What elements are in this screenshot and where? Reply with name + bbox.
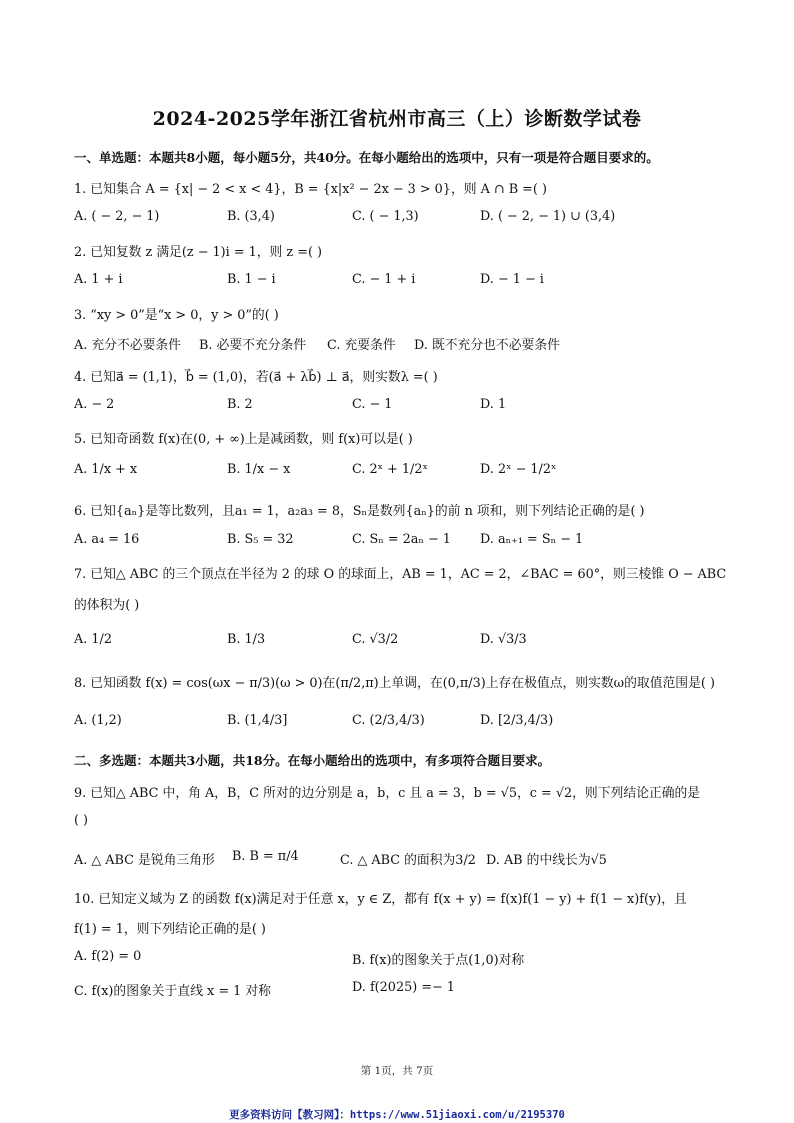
option-d: D. 既不充分也不必要条件 — [414, 338, 560, 353]
page-number: 第 1页，共 7页 — [360, 1065, 434, 1077]
option-a: A. 充分不必要条件 — [74, 338, 181, 353]
question-stem: 7. 已知△ ABC 的三个顶点在半径为 2 的球 O 的球面上，AB = 1，AC = 2，∠BAC = 60°，则三棱锥 O − ABC — [74, 567, 727, 582]
question-stem: 3. “xy > 0”是“x > 0，y > 0”的( ) — [74, 308, 279, 323]
option-a: A. f(2) = 0 — [74, 949, 142, 964]
option-a: A. − 2 — [74, 397, 115, 412]
option-d: D. [2/3,4/3) — [480, 713, 554, 728]
question-options — [74, 209, 734, 231]
option-c: C. 2ˣ + 1/2ˣ — [352, 462, 428, 477]
option-a: A. 1/2 — [74, 632, 112, 647]
option-a: A. 1/x + x — [74, 462, 138, 477]
option-d: D. 1 — [480, 397, 507, 412]
option-b: B. S₅ = 32 — [227, 532, 294, 547]
option-b: B. 2 — [227, 397, 253, 412]
question-options — [74, 272, 734, 294]
option-d: D. aₙ₊₁ = Sₙ − 1 — [480, 532, 584, 547]
question-stem: 10. 已知定义域为 Z 的函数 f(x)满足对于任意 x，y ∈ Z，都有 f(x + y) = f(x)f(1 − y) + f(1 − x)f(y)，且 — [74, 892, 687, 907]
option-b: B. B = π/4 — [232, 849, 299, 864]
question-stem: 9. 已知△ ABC 中，角 A，B，C 所对的边分别是 a，b，c 且 a = 3，b = √5，c = √2，则下列结论正确的是 — [74, 786, 701, 801]
option-c: C. △ ABC 的面积为3/2 — [340, 853, 476, 868]
promo-link[interactable]: 更多资料访问【教习网】：https://www.51jiaoxi.com/u/2195370 — [229, 1109, 565, 1121]
question-options — [74, 462, 734, 484]
question-options — [74, 397, 734, 419]
question-stem: 8. 已知函数 f(x) = cos(ωx − π/3)(ω > 0)在(π/2,π)上单调，在(0,π/3)上存在极值点，则实数ω的取值范围是( ) — [74, 676, 715, 691]
option-c: C. 充要条件 — [327, 338, 396, 353]
option-c: C. ( − 1,3) — [352, 209, 419, 224]
question-stem-continued: f(1) = 1，则下列结论正确的是( ) — [74, 922, 266, 937]
question-options — [74, 713, 734, 735]
exam-title: 2024-2025学年浙江省杭州市高三（上）诊断数学试卷 — [152, 108, 642, 130]
option-c: C. (2/3,4/3) — [352, 713, 425, 728]
option-a: A. 1 + i — [74, 272, 123, 287]
question-options — [74, 532, 734, 554]
question-options — [74, 632, 734, 654]
question-stem-continued: 的体积为( ) — [74, 598, 140, 613]
option-c: C. − 1 + i — [352, 272, 416, 287]
question-stem: 6. 已知{aₙ}是等比数列，且a₁ = 1，a₂a₃ = 8，Sₙ是数列{aₙ}的前 n 项和，则下列结论正确的是( ) — [74, 504, 645, 519]
option-b: B. 必要不充分条件 — [199, 338, 307, 353]
option-c: C. √3/2 — [352, 632, 399, 647]
option-d: D. f(2025) =− 1 — [352, 980, 455, 995]
option-c: C. Sₙ = 2aₙ − 1 — [352, 532, 451, 547]
option-b: B. 1/3 — [227, 632, 266, 647]
option-c: C. − 1 — [352, 397, 393, 412]
option-b: B. (1,4/3] — [227, 713, 288, 728]
option-c: C. f(x)的图象关于直线 x = 1 对称 — [74, 984, 271, 999]
option-d: D. ( − 2, − 1) ∪ (3,4) — [480, 209, 616, 224]
question-options — [74, 980, 734, 1002]
option-b: B. 1 − i — [227, 272, 276, 287]
option-d: D. AB 的中线长为√5 — [486, 853, 607, 868]
question-stem: 1. 已知集合 A = {x| − 2 < x < 4}，B = {x|x² − 2x − 3 > 0}，则 A ∩ B =( ) — [74, 182, 547, 197]
question-options — [74, 334, 734, 356]
question-stem: 4. 已知a⃗ = (1,1)，b⃗ = (1,0)，若(a⃗ + λb⃗) ⊥ a⃗，则实数λ =( ) — [74, 370, 438, 385]
section-heading-single-choice: 一、单选题：本题共8小题，每小题5分，共40分。在每小题给出的选项中，只有一项是符合题目要求的。 — [74, 150, 659, 165]
question-stem: 5. 已知奇函数 f(x)在(0, + ∞)上是减函数，则 f(x)可以是( ) — [74, 432, 413, 447]
question-stem: 2. 已知复数 z 满足(z − 1)i = 1，则 z =( ) — [74, 245, 323, 260]
question-stem-continued: ( ) — [74, 813, 89, 828]
option-a: A. (1,2) — [74, 713, 122, 728]
option-d: D. √3/3 — [480, 632, 527, 647]
option-b: B. f(x)的图象关于点(1,0)对称 — [352, 953, 525, 968]
option-b: B. 1/x − x — [227, 462, 291, 477]
option-d: D. 2ˣ − 1/2ˣ — [480, 462, 557, 477]
section-heading-multiple-choice: 二、多选题：本题共3小题，共18分。在每小题给出的选项中，有多项符合题目要求。 — [74, 753, 551, 768]
option-a: A. △ ABC 是锐角三角形 — [74, 853, 215, 868]
question-options — [74, 849, 734, 871]
option-a: A. ( − 2, − 1) — [74, 209, 160, 224]
option-b: B. (3,4) — [227, 209, 275, 224]
option-d: D. − 1 − i — [480, 272, 544, 287]
question-options — [74, 949, 734, 971]
option-a: A. a₄ = 16 — [74, 532, 140, 547]
